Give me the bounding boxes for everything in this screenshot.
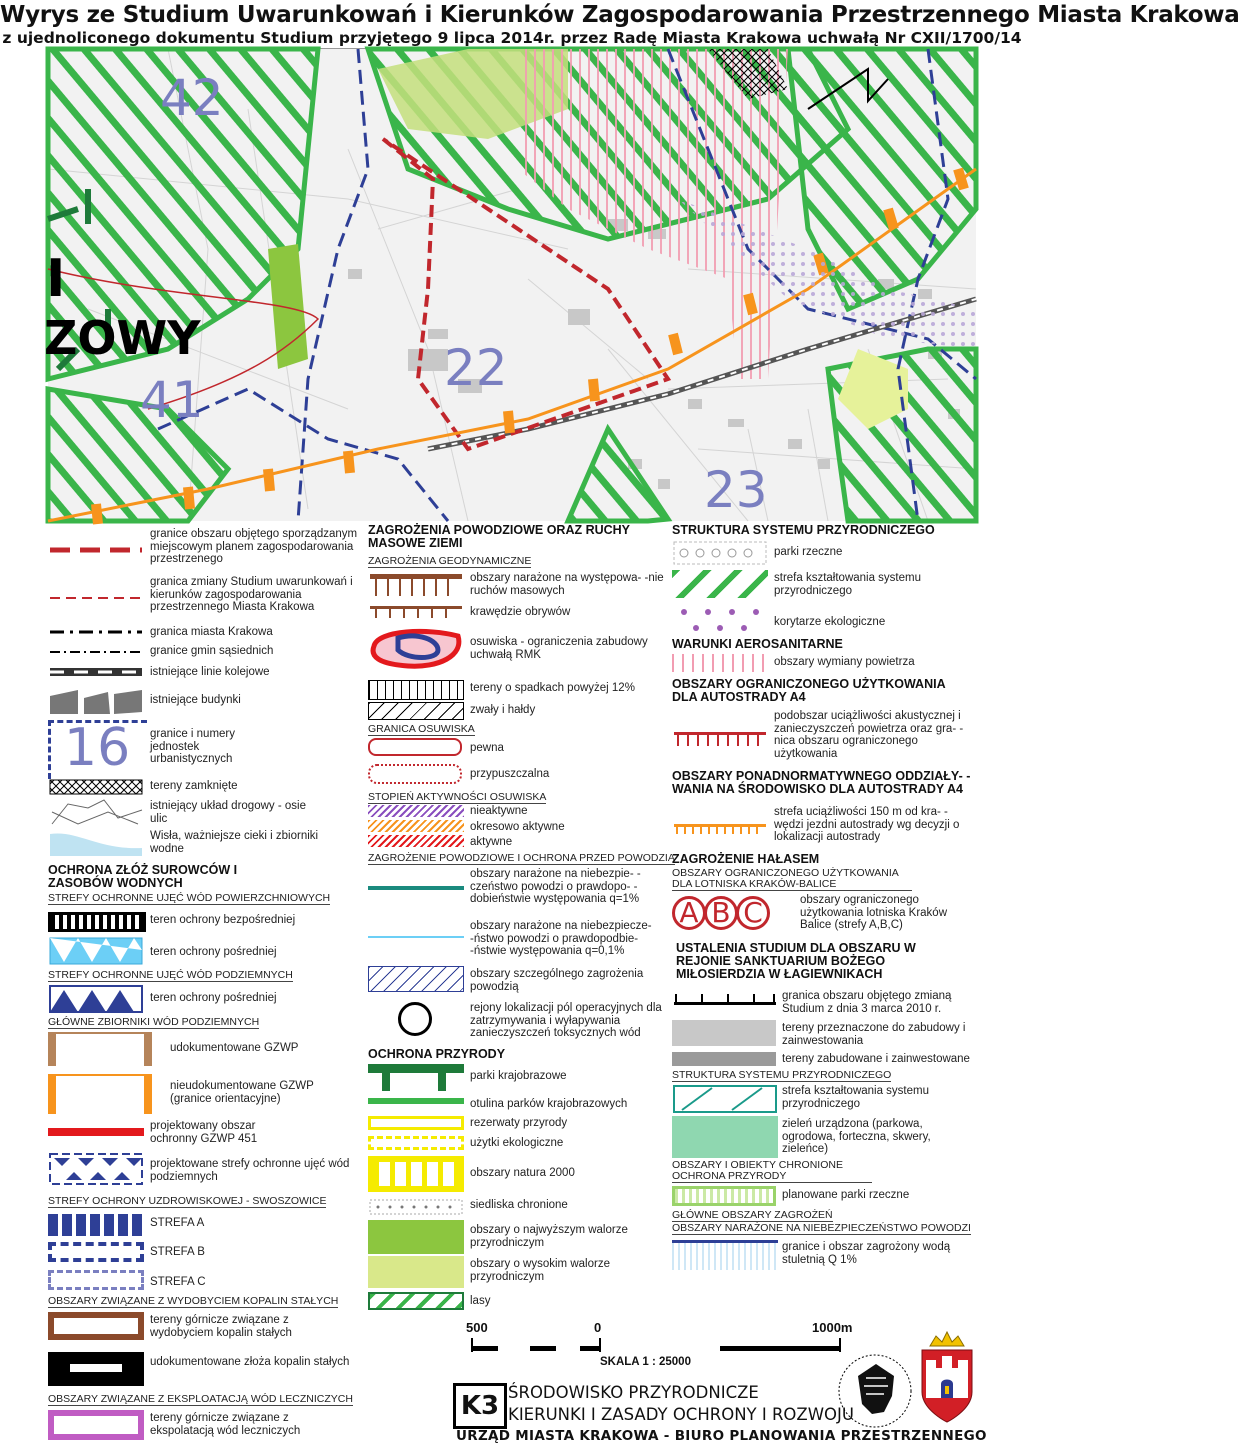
legend-slope: tereny o spadkach powyżej 12% (470, 682, 635, 694)
sub-ground-intakes: STREFY OCHRONNE UJĘĆ WÓD PODZIEMNYCH (48, 969, 293, 981)
landslide-symbol (368, 626, 464, 670)
section-air: WARUNKI AEROSANITARNE (672, 637, 843, 651)
unit-number-42: 42 (160, 69, 224, 127)
certain-boundary-symbol (368, 738, 462, 756)
legend-mineral-deposit: udokumentowane złoża kopalin stałych (150, 1356, 350, 1368)
legend-operational-field: rejony lokalizacji pól operacyjnych dla zatrzymywania i wyłapywania zanieczyszczeń toksycznych wód (470, 1002, 662, 1039)
medicinal-water-symbol (48, 1410, 144, 1440)
scale-graphic (470, 1336, 850, 1354)
section-flood-hazards: ZAGROŻENIA POWODZIOWE ORAZ RUCHY MASOWE ZIEMI (368, 523, 630, 550)
area-label-fragment-2: ZOWY (44, 311, 201, 365)
closed-area-symbol (48, 778, 144, 796)
legend-sanctuary-boundary: granica obszaru objętego zmianą Studium z dnia 3 marca 2010 r. (782, 990, 952, 1015)
legend-presumed-boundary: przypuszczalna (470, 768, 550, 780)
legend-highest-value: obszary o najwyższym walorze przyrodniczym (470, 1224, 628, 1249)
legend-municipal-boundary: granice gmin sąsiednich (150, 645, 274, 657)
legend-study-change: granica zmiany Studium uwarunkowań i kierunków zagospodarowania przestrzennego Miasta Krakowa (150, 576, 353, 613)
road-system-symbol (48, 798, 144, 828)
forest-symbol (368, 1292, 464, 1310)
legend-a4-zone: podobszar uciążliwości akustycznej i zanieczyszczeń powietrza oraz gra- -nica obszaru ograniczonego użytkowania (774, 710, 964, 760)
legend-spa-zone-a: STREFA A (150, 1217, 205, 1229)
legend-mass-movement: obszary narażone na występowa- -nie ruchów masowych (470, 572, 664, 597)
legend-unit-boundaries: granice i numery jednostek urbanistycznych (150, 728, 236, 765)
section-a4: OBSZARY OGRANICZONEGO UŻYTKOWANIA DLA AUTOSTRADY A4 (672, 677, 946, 704)
legend-park-buffer: otulina parków krajobrazowych (470, 1098, 628, 1110)
natura-2000-symbol (368, 1156, 464, 1192)
sub-mining: OBSZARY ZWIĄZANE Z WYDOBYCIEM KOPALIN STAŁYCH (48, 1295, 339, 1307)
legend-river-park: parki rzeczne (774, 546, 843, 558)
sub-protected: OBSZARY I OBIEKTY CHRONIONE OCHRONA PRZYRODY (672, 1160, 872, 1183)
legend-spa-zone-c: STREFA C (150, 1276, 206, 1288)
legend-habitat: siedliska chronione (470, 1199, 568, 1211)
legend-build-area: tereny przeznaczone do zabudowy i zainwestowania (782, 1022, 966, 1047)
footer-line-3: URZĄD MIASTA KRAKOWA - BIURO PLANOWANIA PRZESTRZENNEGO (456, 1428, 987, 1444)
legend-indirect-protection-surface: teren ochrony pośredniej (150, 946, 277, 958)
nature-system-symbol (672, 570, 768, 598)
footer-line-1: ŚRODOWISKO PRZYRODNICZE (508, 1383, 759, 1402)
legend-natura-2000: obszary natura 2000 (470, 1167, 575, 1179)
sub-flood-2: OBSZARY NARAŻONE NA NIEBEZPIECZEŃSTWO POWODZI (672, 1222, 971, 1234)
unit-number-23: 23 (704, 461, 768, 519)
legend-flood-01pct: obszary narażone na niebezpiecze- -ństwo powodzi o prawdopodbie- -ństwie występowania q=0,1% (470, 920, 652, 957)
area-label-fragment-1: I (46, 249, 66, 309)
scale-text: SKALA 1 : 25000 (600, 1356, 691, 1368)
presumed-boundary-symbol (368, 764, 462, 784)
legend-road-system: istniejący układ drogowy - osie ulic (150, 800, 306, 825)
scarp-edge-symbol (368, 602, 464, 622)
map-subtitle: z ujednoliconego dokumentu Studium przyjętego 9 lipca 2014r. przez Radę Miasta Krakowa uchwałą Nr CXII/1700/14 (2, 29, 1022, 47)
documented-gzwp-symbol (48, 1032, 152, 1066)
legend-air-exchange: obszary wymiany powietrza (774, 656, 915, 668)
legend-mining-area: tereny górnicze związane z wydobyciem kopalin stałych (150, 1314, 292, 1339)
section-nature-protection: OCHRONA PRZYRODY (368, 1047, 506, 1061)
legend-documented-gzwp: udokumentowane GZWP (170, 1042, 299, 1054)
special-flood-symbol (368, 966, 464, 992)
unit-number-sample: 16 (64, 718, 131, 778)
periodically-active-symbol (368, 820, 464, 832)
legend-corridor: korytarze ekologiczne (774, 616, 886, 628)
scale-label-500: 500 (466, 1320, 488, 1335)
study-change-symbol (48, 578, 144, 618)
a4-zone-symbol (672, 728, 768, 750)
sub-structure-2: STRUKTURA SYSTEMU PRZYRODNICZEGO (672, 1069, 892, 1081)
plan-boundary-symbol (48, 532, 144, 572)
legend-nature-system: strefa kształtowania systemu przyrodniczego (774, 572, 922, 597)
legend-periodically-active: okresowo aktywne (470, 821, 565, 833)
zone-a-badge: A (672, 896, 706, 930)
direct-protection-symbol (48, 912, 146, 932)
operational-field-symbol (398, 1002, 432, 1036)
gzwp-451-symbol (48, 1128, 144, 1136)
sub-airport: OBSZARY OGRANICZONEGO UŻYTKOWANIA DLA LOTNISKA KRAKÓW-BALICE (672, 868, 912, 891)
active-symbol (368, 835, 464, 847)
legend-buildings: istniejące budynki (150, 694, 241, 706)
legend-flood-1pct: obszary narażone na niebezpie- -czeństwo powodzi o prawdopo- -dobieństwie występowania q=1% (470, 868, 641, 905)
spa-zone-b-symbol (48, 1242, 144, 1262)
legend-medicinal-water: tereny górnicze związane z ekspolatacją wód leczniczych (150, 1412, 301, 1437)
map-excerpt[interactable] (44, 48, 976, 521)
section-a4-over: OBSZARY PONADNORMATYWNEGO ODDZIAŁY- -WANIA NA ŚRODOWISKO DLA AUTOSTRADY A4 (672, 769, 971, 796)
legend-planned-river-park: planowane parki rzeczne (782, 1189, 910, 1201)
unit-number-22: 22 (444, 339, 508, 397)
section-sanctuary: USTALENIA STUDIUM DLA OBSZARU W REJONIE SANKTUARIUM BOŻEGO MIŁOSIERDZIA W ŁAGIEWNIKACH (676, 941, 916, 981)
sanctuary-boundary-symbol (672, 990, 778, 1010)
mining-area-symbol (48, 1312, 144, 1340)
sub-surface-intakes: STREFY OCHRONNE UJĘĆ WÓD POWIERZCHNIOWYCH (48, 892, 331, 904)
legend-scarp-edge: krawędzie obrywów (470, 606, 571, 618)
scale-label-1000m: 1000m (812, 1320, 853, 1335)
flood-01pct-symbol (368, 936, 464, 938)
built-area-symbol (672, 1052, 776, 1066)
legend-city-boundary: granica miasta Krakowa (150, 626, 273, 638)
sub-reservoirs: GŁÓWNE ZBIORNIKI WÓD PODZIEMNYCH (48, 1016, 260, 1028)
map-title: Wyrys ze Studium Uwarunkowań i Kierunków Zagospodarowania Przestrzennego Miasta Krakowa (0, 2, 1239, 28)
projected-ground-protection-symbol (48, 1152, 144, 1186)
legend-active: aktywne (470, 836, 513, 848)
unit-number-41: 41 (140, 371, 204, 429)
scale-label-0: 0 (594, 1320, 602, 1335)
mass-movement-symbol (368, 570, 464, 600)
city-boundary-symbol (48, 624, 144, 640)
spa-zone-a-symbol (48, 1214, 144, 1236)
sheet-code: K3 (453, 1383, 507, 1429)
ecological-site-symbol (368, 1136, 464, 1150)
spa-zone-c-symbol (48, 1270, 144, 1290)
a4-150m-symbol (672, 822, 768, 836)
corridor-symbol (672, 604, 768, 634)
legend-landscape-park: parki krajobrazowe (470, 1070, 567, 1082)
legend-spa-zone-b: STREFA B (150, 1246, 205, 1258)
legend-special-flood: obszary szczególnego zagrożenia powodzią (470, 968, 644, 993)
indirect-protection-surface-symbol (48, 936, 144, 966)
legend-dump: zwały i hałdy (470, 704, 536, 716)
legend-projected-ground-protection: projektowane strefy ochronne ujęć wód podziemnych (150, 1158, 350, 1183)
legend-a4-150m: strefa uciążliwości 150 m od kra- -wędzi jezdni autostrady wg decyzji o lokalizacji autostrady (774, 806, 960, 843)
park-buffer-symbol (368, 1098, 464, 1104)
air-exchange-symbol (672, 654, 768, 672)
legend-plan-boundary: granice obszaru objętego sporządzanym miejscowym planem zagospodarowania przestrzenego (150, 528, 358, 565)
section-noise: ZAGROŻENIE HAŁASEM (672, 852, 820, 866)
high-value-symbol (368, 1256, 464, 1288)
inactive-symbol (368, 805, 464, 817)
sub-hazards: GŁÓWNE OBSZARY ZAGROŻEŃ (672, 1209, 833, 1221)
habitat-symbol (368, 1198, 464, 1216)
legend-landslide: osuwiska - ograniczenia zabudowy uchwałą RMK (470, 636, 648, 661)
section-water-resources: OCHRONA ZŁÓŻ SUROWCÓW I ZASOBÓW WODNYCH (48, 863, 238, 890)
build-area-symbol (672, 1020, 776, 1046)
urban-green-symbol (672, 1116, 778, 1158)
legend-airport: obszary ograniczonego użytkowania lotniska Kraków Balice (strefy A,B,C) (800, 894, 948, 931)
planned-river-park-symbol (672, 1186, 776, 1206)
river-park-symbol (672, 540, 768, 566)
reserve-symbol (368, 1116, 464, 1130)
municipal-boundary-symbol (48, 644, 144, 660)
legend-nature-system-2: strefa kształtowania systemu przyrodniczego (782, 1085, 930, 1110)
section-nature-structure: STRUKTURA SYSTEMU PRZYRODNICZEGO (672, 523, 935, 537)
indirect-protection-ground-symbol (48, 984, 144, 1014)
flood-1pct-symbol (368, 886, 464, 890)
sub-geodynamic: ZAGROŻENIA GEODYNAMICZNE (368, 555, 532, 567)
planning-office-seal-logo (836, 1352, 914, 1430)
legend-undocumented-gzwp: nieudokumentowane GZWP (granice orientacyjne) (170, 1080, 314, 1105)
legend-reserve: rezerwaty przyrody (470, 1117, 568, 1129)
zone-c-badge: C (736, 896, 770, 930)
legend-forest: lasy (470, 1295, 491, 1307)
flood-q1-symbol (672, 1240, 778, 1270)
buildings-symbol (48, 686, 144, 718)
legend-gzwp-451: projektowany obszar ochronny GZWP 451 (150, 1120, 258, 1145)
highest-value-symbol (368, 1220, 464, 1254)
sub-activity: STOPIEŃ AKTYWNOŚCI OSUWISKA (368, 791, 547, 803)
mineral-deposit-symbol (48, 1352, 144, 1386)
legend-inactive: nieaktywne (470, 805, 528, 817)
undocumented-gzwp-symbol (48, 1074, 152, 1114)
sub-medicinal: OBSZARY ZWIĄZANE Z EKSPLOATACJĄ WÓD LECZNICZYCH (48, 1393, 353, 1405)
zone-b-badge: B (704, 896, 738, 930)
legend-certain-boundary: pewna (470, 742, 504, 754)
legend-ecological-site: użytki ekologiczne (470, 1137, 564, 1149)
legend-flood-q1: granice i obszar zagrożony wodą stuletnią Q 1% (782, 1241, 951, 1266)
legend-railway: istniejące linie kolejowe (150, 666, 270, 678)
sub-flood-protection: ZAGROŻENIE POWODZIOWE I OCHRONA PRZED POWODZIĄ (368, 852, 675, 864)
nature-system-2-symbol (672, 1084, 778, 1114)
footer-line-2: KIERUNKI I ZASADY OCHRONY I ROZWOJU (508, 1405, 854, 1424)
dump-symbol (368, 702, 464, 720)
sub-spa: STREFY OCHRONY UZDROWISKOWEJ - SWOSZOWICE (48, 1195, 327, 1207)
slope-symbol (368, 680, 464, 700)
legend-water: Wisła, ważniejsze cieki i zbiorniki wodne (150, 830, 319, 855)
railway-symbol (48, 664, 144, 680)
legend-urban-green: zieleń urządzona (parkowa, ogrodowa, forteczna, skwery, zieleńce) (782, 1118, 931, 1155)
legend-indirect-protection-ground: teren ochrony pośredniej (150, 992, 277, 1004)
sub-landslide-boundary: GRANICA OSUWISKA (368, 723, 475, 735)
water-symbol (48, 828, 144, 856)
abc-zones-symbol (672, 896, 770, 930)
legend-direct-protection: teren ochrony bezpośredniej (150, 914, 296, 926)
landscape-park-symbol (368, 1064, 464, 1094)
krakow-coat-of-arms-logo (916, 1330, 978, 1426)
legend-high-value: obszary o wysokim walorze przyrodniczym (470, 1258, 610, 1283)
legend-closed-area: tereny zamknięte (150, 780, 238, 792)
legend-built-area: tereny zabudowane i zainwestowane (782, 1053, 970, 1065)
